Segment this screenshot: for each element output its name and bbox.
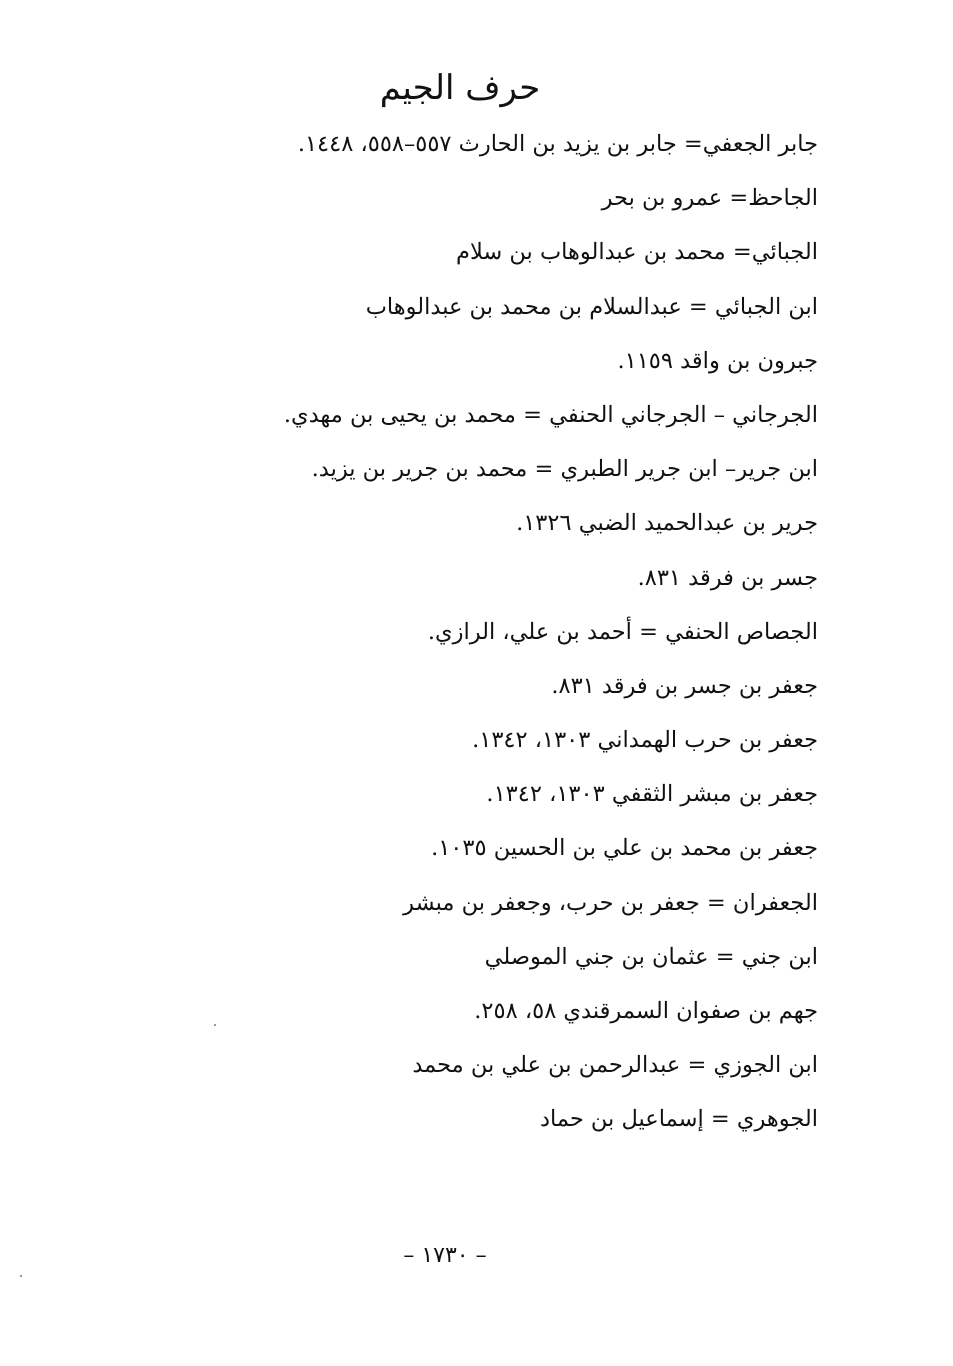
index-entry: الجوهري = إسماعيل بن حماد [539, 1106, 818, 1133]
scan-speck [214, 1024, 216, 1026]
index-entry: ابن جرير– ابن جرير الطبري = محمد بن جرير بن يزيد. [311, 456, 818, 483]
index-entry: ابن الجبائي = عبدالسلام بن محمد بن عبدالوهاب [365, 293, 818, 320]
index-entry: جبرون بن واقد ١١٥٩. [617, 347, 818, 374]
page-number: – ١٧٣٠ – [403, 1243, 487, 1268]
index-entry: الجصاص الحنفي = أحمد بن علي، الرازي. [427, 618, 818, 645]
index-entry: جعفر بن حرب الهمداني ١٣٠٣، ١٣٤٢. [472, 727, 818, 754]
index-entry: الجعفران = جعفر بن حرب، وجعفر بن مبشر [403, 889, 818, 916]
section-heading: حرف الجيم [379, 68, 541, 108]
scan-speck [20, 1275, 22, 1277]
index-entry: جرير بن عبدالحميد الضبي ١٣٢٦. [516, 510, 818, 537]
index-entry: ابن الجوزي = عبدالرحمن بن علي بن محمد [412, 1052, 818, 1079]
index-entry: جعفر بن مبشر الثقفي ١٣٠٣، ١٣٤٢. [486, 781, 818, 808]
index-entry: جعفر بن جسر بن فرقد ٨٣١. [551, 672, 818, 699]
index-entries [198, 122, 818, 1152]
index-entry: الجرجاني – الجرجاني الحنفي = محمد بن يحيى بن مهدي. [283, 401, 818, 428]
index-entry: جهم بن صفوان السمرقندي ٥٨، ٢٥٨. [474, 998, 818, 1024]
index-entry: جابر الجعفي= جابر بن يزيد بن الحارث ٥٥٧–٥٥٨، ١٤٤٨. [297, 131, 818, 157]
index-entry: جعفر بن محمد بن علي بن الحسين ١٠٣٥. [431, 835, 818, 862]
index-entry: الجاحظ= عمرو بن بحر [601, 185, 818, 212]
index-entry: جسر بن فرقد ٨٣١. [637, 564, 818, 591]
index-entry: الجبائي= محمد بن عبدالوهاب بن سلام [456, 239, 818, 266]
index-entry: ابن جني = عثمان بن جني الموصلي [484, 943, 818, 970]
